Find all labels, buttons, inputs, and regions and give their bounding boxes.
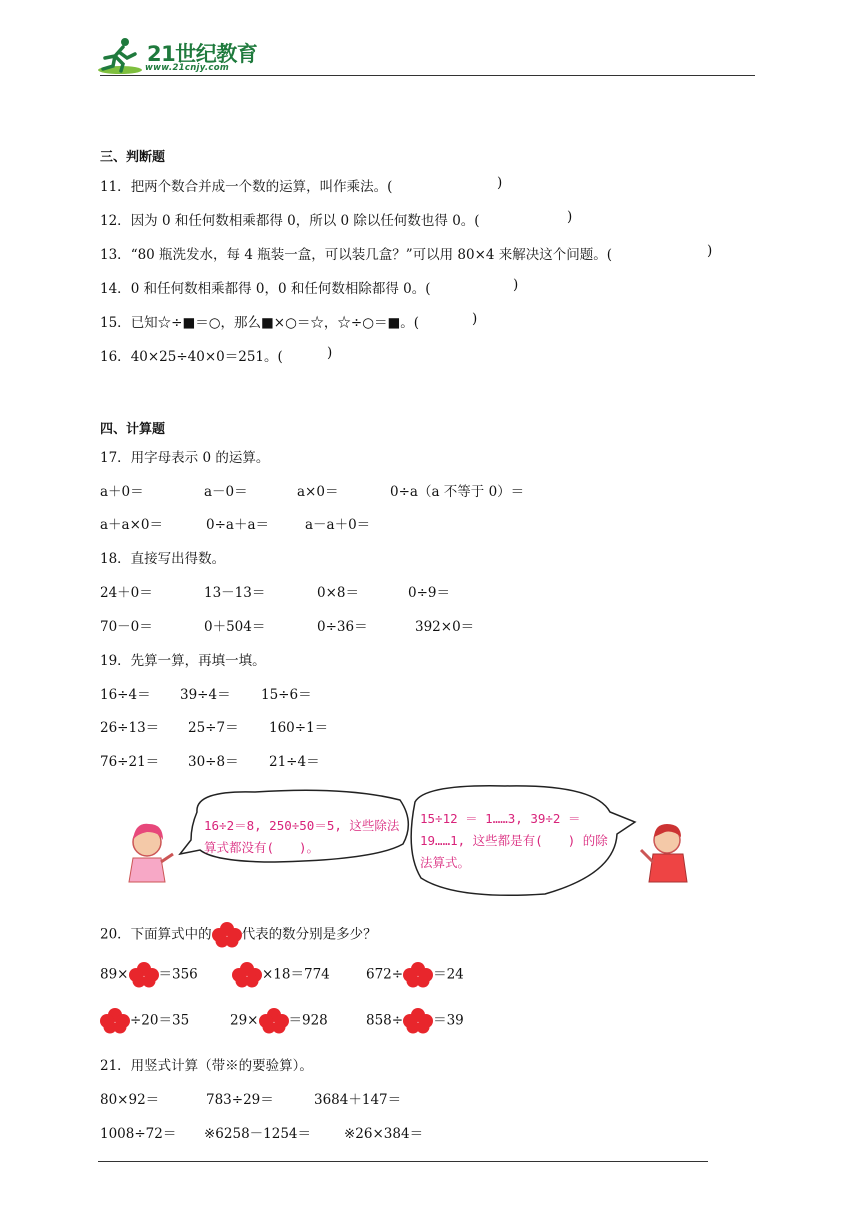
question-14: 14．0 和任何数相乘都得 0，0 和任何数相除都得 0。( [100, 281, 431, 297]
calc-item: 16÷4＝ [100, 687, 151, 703]
calc-item: 0÷9＝ [408, 585, 450, 601]
calc-item: 39÷4＝ [180, 687, 231, 703]
runner-logo-icon [95, 36, 145, 76]
calc-item: 672÷ ＝24 [366, 962, 464, 988]
calc-item: 26÷13＝ [100, 720, 160, 736]
calc-item: 25÷7＝ [188, 720, 239, 736]
question-18: 18．直接写出得数。 [100, 551, 226, 567]
flower-icon [129, 962, 159, 988]
calc-item: 0＋504＝ [204, 619, 266, 635]
flower-icon [232, 962, 262, 988]
question-13: 13．“80 瓶洗发水，每 4 瓶装一盒，可以装几盒？”可以用 80×4 来解决这个问题。( [100, 247, 613, 263]
calc-item: 70－0＝ [100, 619, 153, 635]
calc-item: 0÷36＝ [317, 619, 368, 635]
calc-item: 15÷6＝ [261, 687, 312, 703]
boy-figure-icon [641, 824, 687, 882]
calc-item: ※26×384＝ [344, 1126, 424, 1142]
calc-item: 89× ＝356 [100, 962, 198, 988]
answer-bracket-12[interactable]: ) [567, 209, 573, 225]
brand-name: 21世纪教育 [147, 42, 258, 66]
calc-item: 858÷ ＝39 [366, 1008, 464, 1034]
answer-bracket-11[interactable]: ) [497, 175, 503, 191]
calc-item: 3684＋147＝ [314, 1092, 402, 1108]
girl-figure-icon [129, 824, 173, 882]
answer-bracket-13[interactable]: ) [707, 243, 713, 259]
calc-item: 0÷a＋a＝ [206, 517, 269, 533]
calc-item: a＋0＝ [100, 484, 144, 500]
calc-item: ×18＝774 [232, 962, 330, 988]
question-11: 11．把两个数合并成一个数的运算，叫作乘法。( [100, 179, 393, 195]
answer-bracket-16[interactable]: ) [327, 345, 333, 361]
flower-icon [403, 962, 433, 988]
section-3-title: 三、判断题 [100, 150, 166, 165]
question-16: 16．40×25÷40×0＝251。( [100, 349, 283, 365]
calc-item: 13－13＝ [204, 585, 266, 601]
brand-url: www.21cnjy.com [145, 63, 229, 73]
calc-item: ÷20＝35 [100, 1008, 189, 1034]
header-rule [100, 75, 755, 76]
calc-item: 783÷29＝ [206, 1092, 274, 1108]
calc-item: a×0＝ [297, 484, 339, 500]
question-20: 20．下面算式中的 代表的数分别是多少？ [100, 922, 377, 948]
logo [95, 36, 265, 76]
calc-item: a＋a×0＝ [100, 517, 163, 533]
question-15: 15．已知☆÷■＝○，那么■×○＝☆，☆÷○＝■。( [100, 315, 419, 331]
calc-item: 0÷a（a 不等于 0）＝ [390, 484, 525, 500]
calc-item: 76÷21＝ [100, 754, 160, 770]
calc-item: 392×0＝ [415, 619, 475, 635]
bubble-left-text: 16÷2＝8, 250÷50＝5, 这些除法算式都没有( )。 [204, 818, 400, 855]
calc-item: 29× ＝928 [230, 1008, 328, 1034]
section-4-title: 四、计算题 [100, 422, 166, 437]
footer-rule [98, 1161, 708, 1162]
calc-item: 0×8＝ [317, 585, 359, 601]
question-12: 12．因为 0 和任何数相乘都得 0，所以 0 除以任何数也得 0。( [100, 213, 480, 229]
flower-icon [259, 1008, 289, 1034]
calc-item: a－0＝ [204, 484, 248, 500]
flower-icon [100, 1008, 130, 1034]
bubble-right-text: 15÷12 ＝ 1……3, 39÷2 ＝ 19……1, 这些都是有( ) 的除法算式。 [420, 811, 608, 870]
calc-item: 24＋0＝ [100, 585, 153, 601]
calc-item: 160÷1＝ [269, 720, 329, 736]
question-17: 17．用字母表示 0 的运算。 [100, 450, 270, 466]
calc-item: ※6258－1254＝ [204, 1126, 312, 1142]
question-21: 21．用竖式计算（带※的要验算）。 [100, 1058, 313, 1074]
calc-item: 30÷8＝ [188, 754, 239, 770]
answer-bracket-15[interactable]: ) [472, 311, 478, 327]
flower-icon [403, 1008, 433, 1034]
flower-icon [212, 922, 242, 948]
calc-item: 1008÷72＝ [100, 1126, 177, 1142]
answer-bracket-14[interactable]: ) [513, 277, 519, 293]
calc-item: 80×92＝ [100, 1092, 160, 1108]
calc-item: a－a＋0＝ [305, 517, 371, 533]
calc-item: 21÷4＝ [269, 754, 320, 770]
question-19: 19．先算一算，再填一填。 [100, 653, 266, 669]
